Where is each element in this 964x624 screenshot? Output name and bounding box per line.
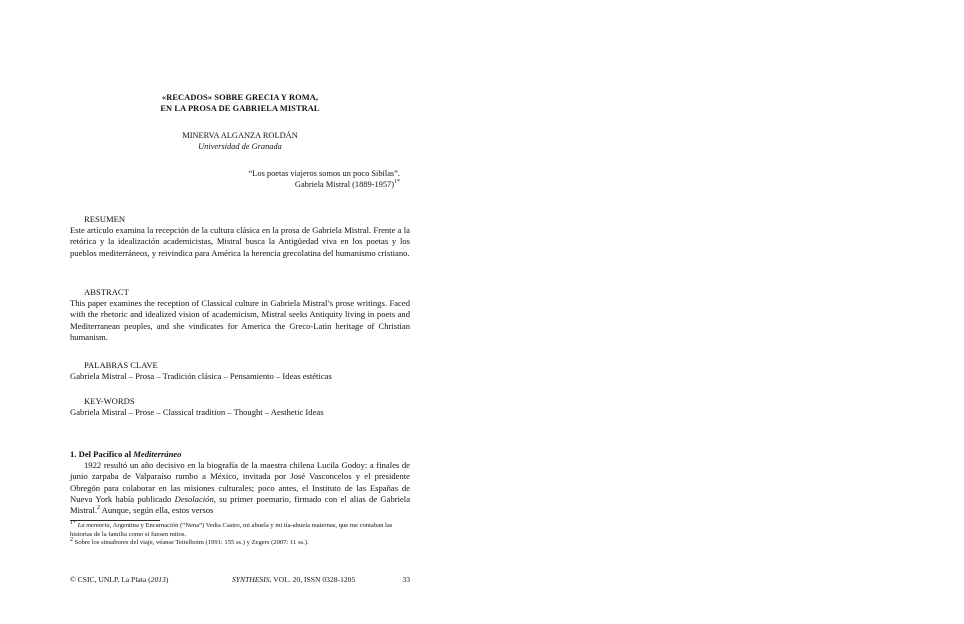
footer-copyright: [70, 575, 168, 585]
palabras-clave-section: [70, 360, 410, 382]
title-line-1: «RECADOS» SOBRE GRECIA Y ROMA,: [161, 93, 319, 102]
section-1: [70, 449, 410, 516]
epigraph-author: Gabriela Mistral (1889-1957): [294, 180, 394, 189]
section-1-number: 1.: [70, 449, 77, 459]
abstract-section: [70, 287, 410, 343]
section-1-heading-italic: Mediterráneo: [133, 449, 182, 459]
footnote-2-text: Sobre los sinsabores del viaje, véanse Teitelboim (1991: 155 ss.) y Zegers (2007: 11 ss.).: [74, 539, 309, 547]
resumen-heading: RESUMEN: [84, 214, 126, 224]
author-name: MINERVA ALGANZA ROLDÁN: [182, 131, 298, 140]
paragraph-text-a: 1922 resultó un año decisivo en la biografía de la maestra chilena Lucila Godoy: a finales de junio zarpaba de Valparaíso rumbo a México, invitada por José Vasconcelos y el presidente Obregón para colaborar en las misiones culturales; poco antes, el Instituto de las Españas de Nueva York había publicado: [70, 460, 410, 504]
footer-journal-name: SYNTHESIS: [232, 575, 270, 584]
section-1-paragraph: [70, 460, 410, 516]
epigraph-note-mark: 1*: [394, 179, 400, 186]
article-title: [70, 92, 410, 114]
abstract-text: This paper examines the reception of Classical culture in Gabriela Mistral’s prose writings. Faced with the rhetoric and idealized vision of academicism, Mistral seeks Antiquity living in poets and Mediterranean peoples, and she vindicates for America the Greco-Latin heritage of Christian humanism.: [70, 298, 410, 342]
palabras-clave-heading: PALABRAS CLAVE: [84, 360, 158, 370]
section-1-heading: [70, 449, 410, 460]
footnote-2: [70, 539, 410, 548]
section-1-heading-text: Del Pacífico al: [78, 449, 132, 459]
keywords-section: [70, 396, 410, 418]
resumen-section: [70, 214, 410, 259]
footer-journal: [232, 575, 355, 585]
paragraph-text-c: Aunque, según ella, estos versos: [99, 505, 214, 516]
paragraph-text-b: , su primer poemario, firmado con el alias de Gabriela Mistral.: [70, 493, 411, 516]
author-block: [70, 130, 410, 152]
footer-journal-info: , VOL. 20, ISSN 0328-1205: [269, 575, 356, 584]
epigraph-quote: “Los poetas viajeros somos un poco Sibilas”.: [248, 169, 400, 178]
footnote-separator: [70, 520, 160, 521]
footnote-1-italic: La memoria: [77, 522, 110, 529]
abstract-heading: ABSTRACT: [84, 287, 129, 297]
footnote-1-mark: 1*: [70, 519, 76, 526]
keywords-text: Gabriela Mistral – Prose – Classical tradition – Thought – Aesthetic Ideas: [70, 407, 324, 418]
epigraph: [200, 168, 400, 190]
palabras-clave-text: Gabriela Mistral – Prosa – Tradición clásica – Pensamiento – Ideas estéticas: [70, 371, 332, 382]
footer-copyright-close: ): [165, 575, 169, 584]
footnote-ref-2: 2: [96, 505, 100, 512]
footnote-1: [70, 519, 410, 539]
footnote-2-mark: 2: [70, 537, 73, 543]
footer-year: 2013: [150, 575, 166, 584]
title-line-2: EN LA PROSA DE GABRIELA MISTRAL: [160, 104, 320, 113]
resumen-text: Este artículo examina la recepción de la cultura clásica en la prosa de Gabriela Mistral. Frente a la retórica y la idealización academicistas, Mistral busca la Antigüedad viva en los poetas y los pueblos mediterráneos, y reivindica para América la herencia grecolatina del humanismo cristiano.: [70, 225, 410, 258]
footnotes: [70, 519, 410, 548]
page-number: 33: [402, 575, 410, 584]
footer-copyright-text: © CSIC, UNLP, La Plata (: [70, 575, 151, 584]
keywords-heading: KEY-WORDS: [84, 396, 135, 406]
footnote-1-text: , Argentina y Encarnación (“Nena”) Vedia Castro, mi abuela y mi tía-abuela maternas, que me contaban las historias de la familia como si fuesen mitos.: [70, 522, 393, 538]
author-affiliation: Universidad de Granada: [198, 142, 282, 151]
epigraph-attribution: [200, 179, 400, 190]
paragraph-italic-title: Desolación: [174, 493, 214, 504]
